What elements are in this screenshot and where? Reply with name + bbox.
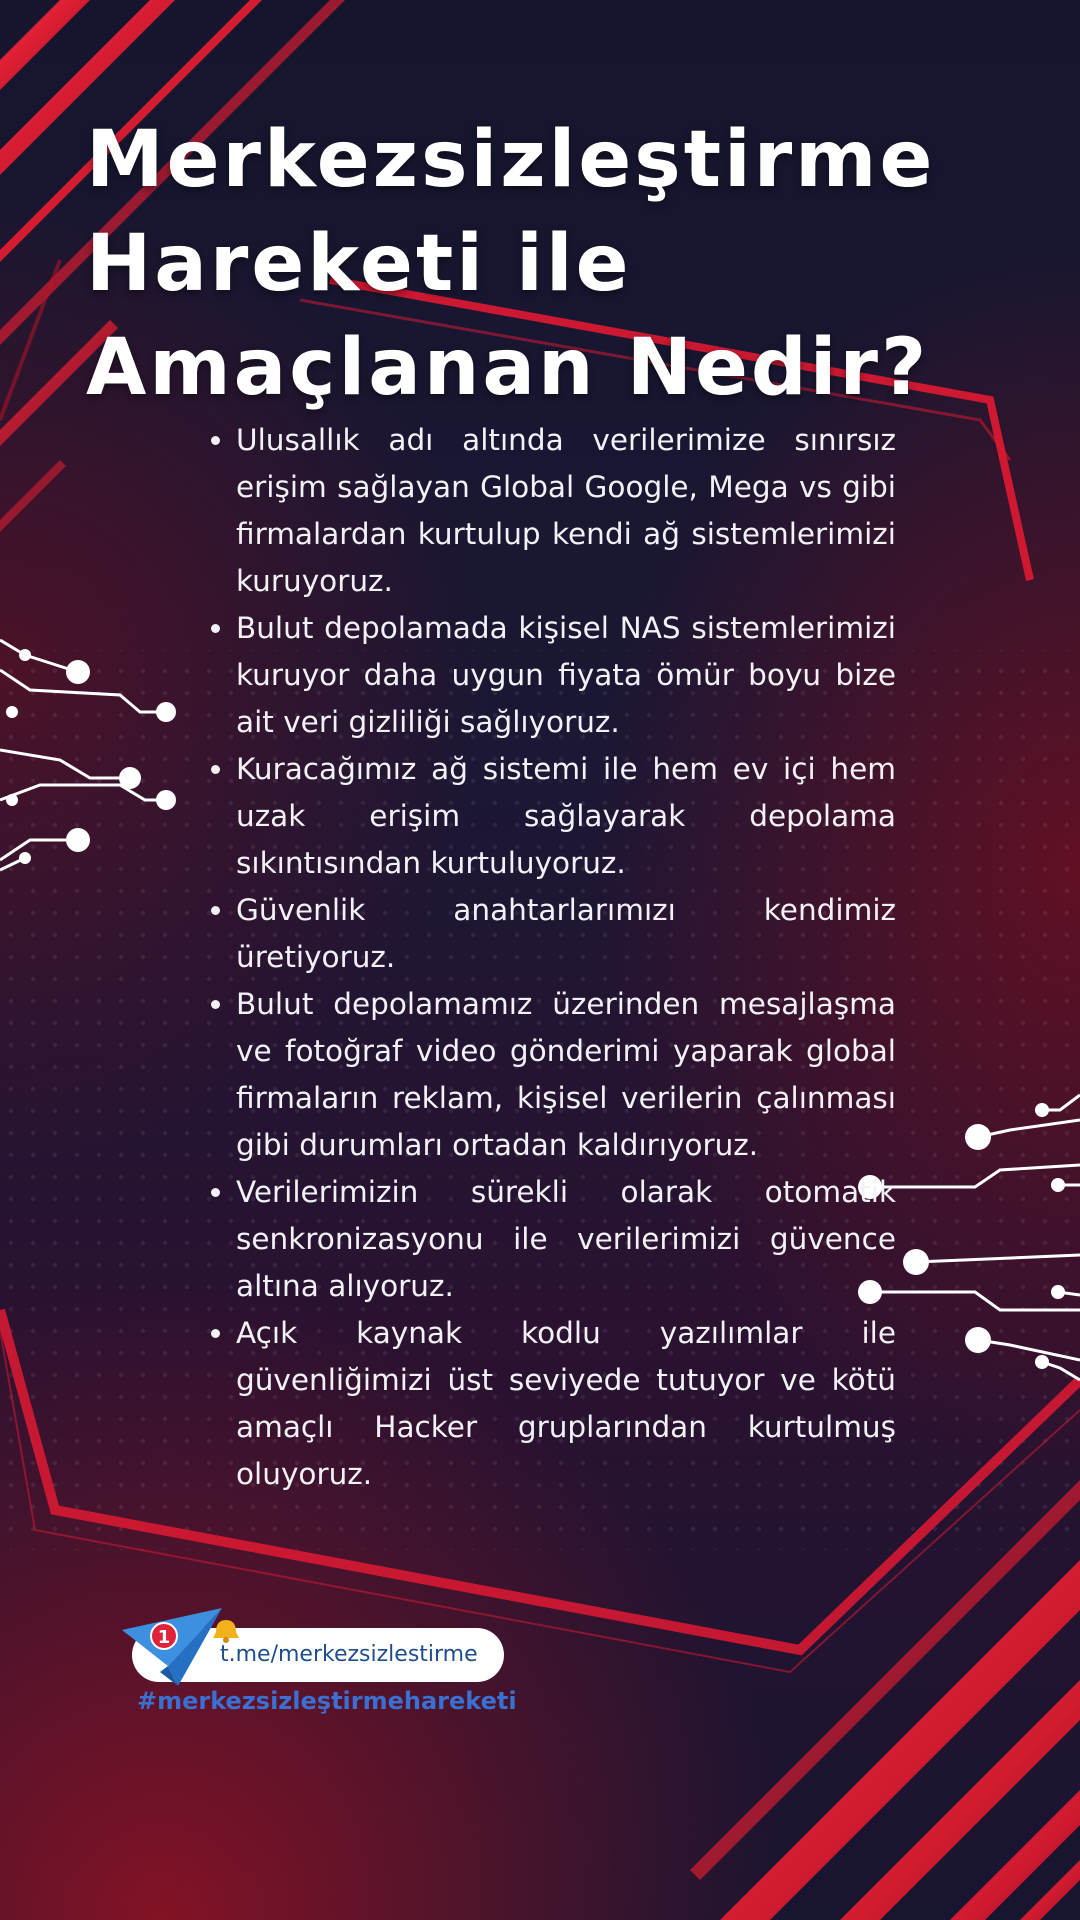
bell-icon bbox=[213, 1620, 239, 1643]
list-item: • Ulusallık adı altında verilerimize sınırsız erişim sağlayan Global Google, Mega vs gibi firmalardan kurtulup kendi ağ sistemlerimizi kuruyoruz. bbox=[236, 417, 896, 605]
list-item: • Bulut depolamada kişisel NAS sistemlerimizi kuruyor daha uygun fiyata ömür boyu bize ait veri gizliliği sağlıyoruz. bbox=[236, 605, 896, 746]
list-item: • Kuracağımız ağ sistemi ile hem ev içi hem uzak erişim sağlayarak depolama sıkıntısından kurtuluyoruz. bbox=[236, 746, 896, 887]
title-line-1: Merkezsizleştirme bbox=[86, 115, 936, 205]
list-item: • Bulut depolamamız üzerinden mesajlaşma ve fotoğraf video gönderimi yaparak global firmaların reklam, kişisel verilerin çalınması gibi durumları ortadan kaldırıyoruz. bbox=[236, 981, 896, 1169]
list-item: • Verilerimizin sürekli olarak otomatik senkronizasyonu ile verilerimizi güvence altına alıyoruz. bbox=[236, 1169, 896, 1310]
list-item: • Güvenlik anahtarlarımızı kendimiz üretiyoruz. bbox=[236, 887, 896, 981]
goals-list bbox=[198, 417, 896, 1498]
page-title bbox=[86, 108, 1046, 420]
list-item: • Açık kaynak kodlu yazılımlar ile güvenliğimizi üst seviyede tutuyor ve kötü amaçlı Hacker gruplarından kurtulmuş oluyoruz. bbox=[236, 1310, 896, 1498]
telegram-badge[interactable] bbox=[120, 1606, 520, 1696]
notification-count: 1 bbox=[157, 1627, 171, 1648]
telegram-link[interactable]: t.me/merkezsizlestirme bbox=[220, 1642, 478, 1667]
hashtag[interactable]: #merkezsizleştirmehareketi bbox=[137, 1687, 517, 1715]
title-line-3: Amaçlanan Nedir? bbox=[86, 323, 930, 413]
title-line-2: Hareketi ile bbox=[86, 219, 632, 309]
